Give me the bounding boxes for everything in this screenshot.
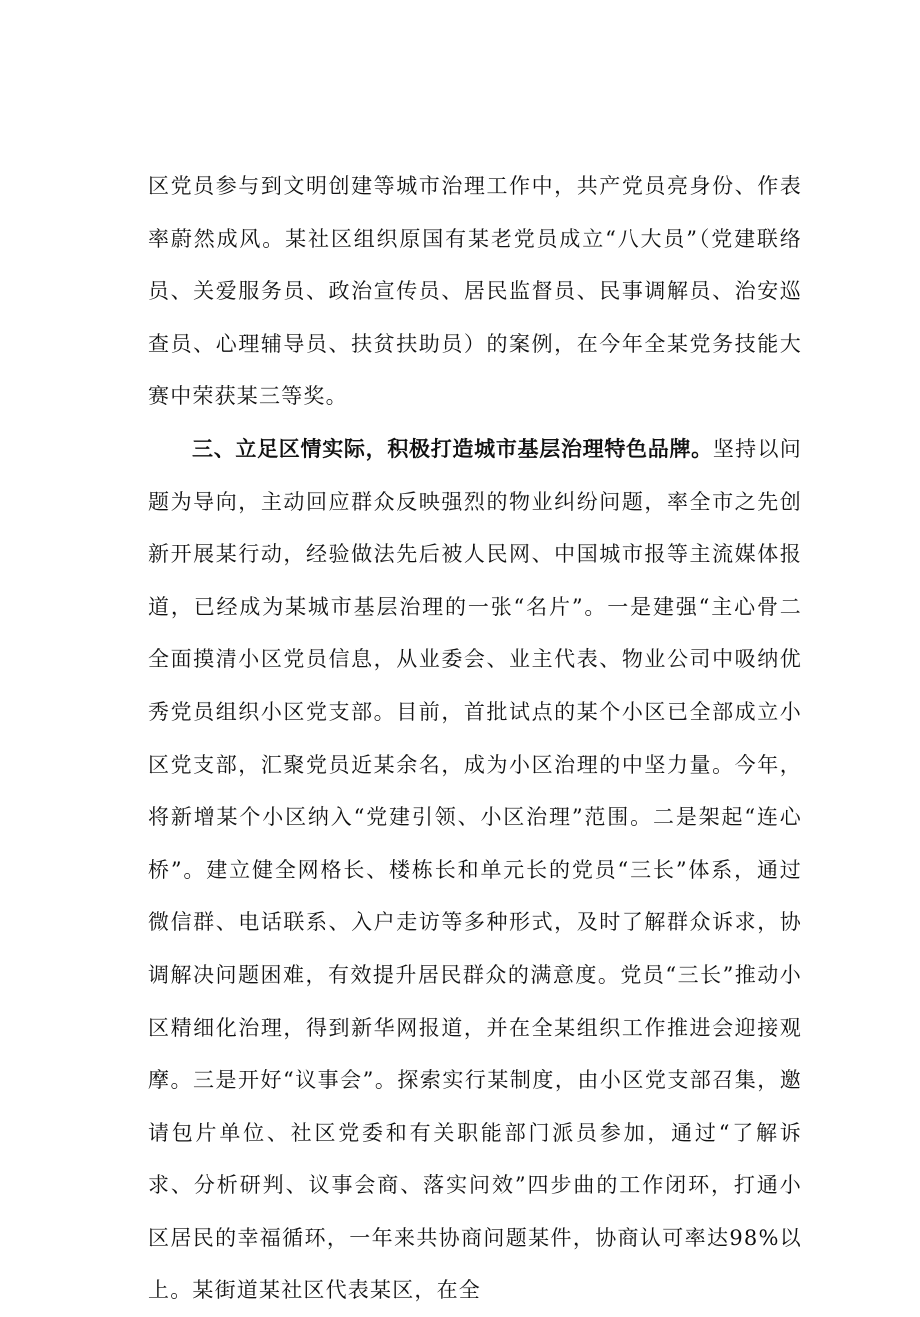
section-body-text: 坚持以问题为导向，主动回应群众反映强烈的物业纠纷问题，率全市之先创新开展某行动，经验做法先后被人民网、中国城市报等主流媒体报道，已经成为某城市基层治理的一张“名片”。一是建强“主心骨二全面摸清小区党员信息，从业委会、业主代表、物业公司中吸纳优秀党员组织小区党支部。目前，首批试点的某个小区已全部成立小区党支部，汇聚党员近某余名，成为小区治理的中坚力量。今年，将新增某个小区纳入“党建引领、小区治理”范围。二是架起“连心桥”。建立健全网格长、楼栋长和单元长的党员“三长”体系，通过微信群、电话联系、入户走访等多种形式，及时了解群众诉求，协调解决问题困难，有效提升居民群众的满意度。党员“三长”推动小区精细化治理，得到新华网报道，并在全某组织工作推进会迎接观摩。三是开好“议事会”。探索实行某制度，由小区党支部召集，邀请包片单位、社区党委和有关职能部门派员参加，通过“了解诉求、分析研判、议事会商、落实问效”四步曲的工作闭环，打通小区居民的幸福循环，一年来共协商问题某件，协商认可率达98%以上。某街道某社区代表某区，在全 (148, 436, 802, 1303)
section-heading: 三、立足区情实际，积极打造城市基层治理特色品牌。 (192, 436, 713, 461)
paragraph-party-members: 区党员参与到文明创建等城市治理工作中，共产党员亮身份、作表率蔚然成风。某社区组织原国有某老党员成立“八大员”（党建联络员、关爱服务员、政治宣传员、居民监督员、民事调解员、治安巡查员、心理辅导员、扶贫扶助员）的案例，在今年全某党务技能大赛中荣获某三等奖。 (148, 174, 802, 409)
document-body (148, 160, 802, 1317)
paragraph-governance-brand (148, 423, 802, 1317)
